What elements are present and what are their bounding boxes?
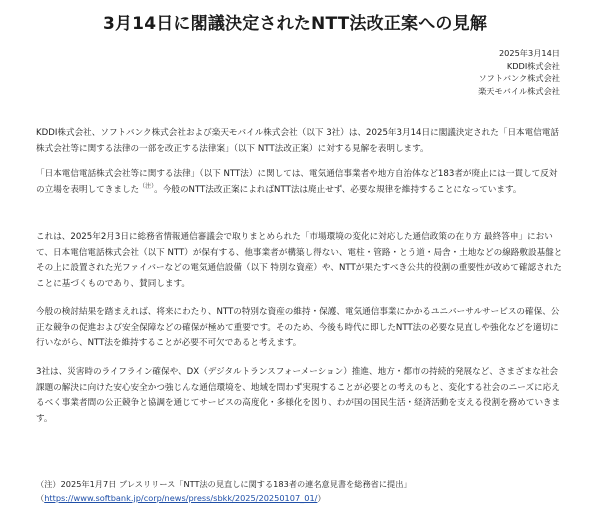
commitment-paragraph: 3社は、災害時のライフライン確保や、DX（デジタルトランスフォーメーション）推進、地方・都市の持続的発展など、さまざまな社会課題の解決に向けた安心安全かつ強じんな通信環境を、地域を問わず実現することが必要との考えのもと、変化する社会のニーズに応えるべく事業者間の公正競争と協調を通じてサービスの高度化・多様化を図り、わが国の国民生活・経済活動を支える役割を務めていきます。 (36, 367, 561, 424)
company-name: KDDI株式会社 (506, 60, 560, 71)
footnote-mark: （注） (139, 182, 155, 190)
footnote-text: （注）2025年1月7日 プレスリリース「NTT法の見直しに関する183者の連名意見書を総務省に提出」 (36, 479, 412, 489)
footnote (36, 477, 564, 505)
footnote-link-line (36, 491, 564, 505)
ntt-law-history-paragraph (36, 167, 564, 198)
press-release-link[interactable]: https://www.softbank.jp/corp/news/press/sbkk/2025/20250107_01/ (44, 493, 318, 503)
paren-close: ） (317, 493, 326, 503)
page-title: 3月14日に閣議決定されたNTT法改正案への見解 (102, 14, 488, 34)
final-report-paragraph: これは、2025年2月3日に総務省情報通信審議会で取りまとめられた「市場環境の変化に対応した通信政策の在り方 最終答申」において、日本電信電話株式会社（以下 NTT）が保有する、他事業者が構築し得ない、電柱・管路・とう道・局舎・土地などの線路敷設基盤とその上に設置された光ファイバーなどの電気通信設備（以下 特別な資産）や、NTTが果たすべき公共的役割の重要性が改めて確認されたことに基づくものであり、賛同します。 (36, 232, 563, 289)
release-meta (478, 47, 560, 97)
intro-paragraph: KDDI株式会社、ソフトバンク株式会社および楽天モバイル株式会社（以下 3社）は、2025年3月14日に閣議決定された「日本電信電話株式会社等に関する法律の一部を改正する法律案」（以下 NTT法改正案）に対する見解を表明します。 (36, 128, 560, 154)
paragraph-text: 。今般のNTT法改正案によればNTT法は廃止せず、必要な規律を維持することになっています。 (154, 184, 522, 195)
company-name: ソフトバンク株式会社 (478, 73, 560, 83)
release-date: 2025年3月14日 (498, 48, 560, 58)
paragraph-text: 「日本電信電話株式会社等に関する法律」（以下 NTT法）に関しては、電気通信事業者や地方自治体など183者が廃止には一貫して反対の立場を表明してきました (36, 169, 558, 195)
paren-open: （ (36, 493, 45, 503)
conclusion-paragraph: 今般の検討結果を踏まえれば、将来にわたり、NTTの特別な資産の維持・保護、電気通信事業にかかるユニバーサルサービスの確保、公正な競争の促進および安全保障などの確保が極めて重要です。そのため、今後も時代に即したNTT法の必要な見直しや強化などを適切に行いながら、NTT法を維持することが必要不可欠であると考えます。 (36, 307, 560, 349)
company-name: 楽天モバイル株式会社 (478, 85, 560, 96)
